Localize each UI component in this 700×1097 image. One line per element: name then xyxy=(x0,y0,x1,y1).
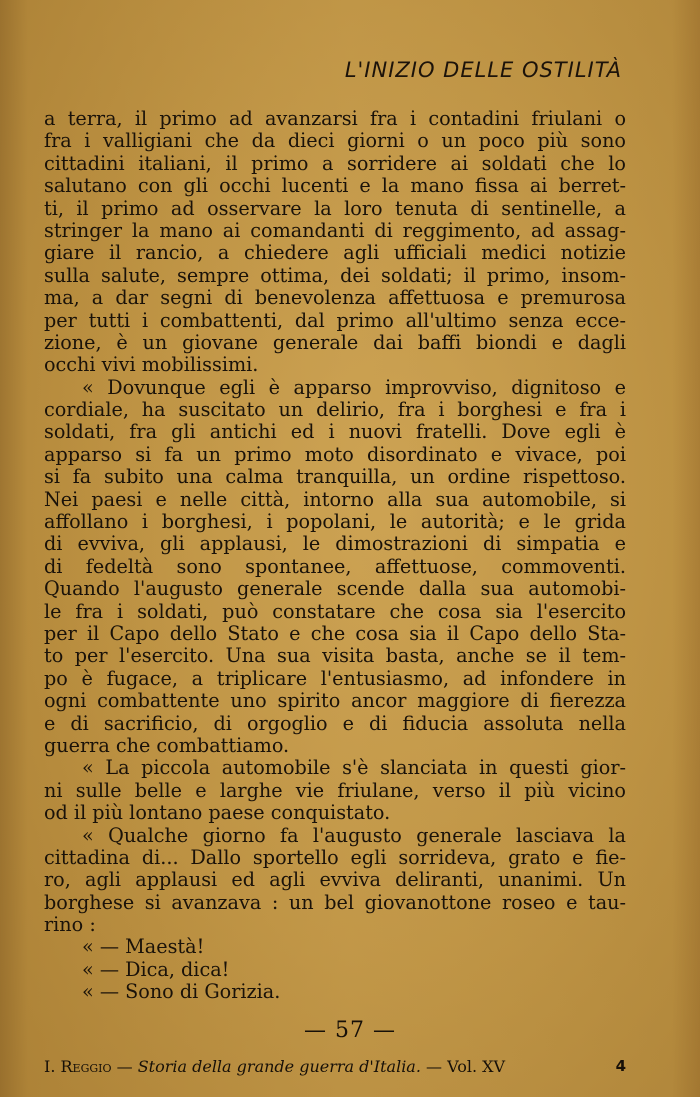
text-line: ni sulle belle e larghe vie friulane, verso il più vicino xyxy=(44,778,626,802)
text-line: po è fugace, a triplicare l'entusiasmo, ad infondere in xyxy=(44,666,626,690)
text-line: giare il rancio, a chiedere agli ufficiali medici notizie xyxy=(44,241,626,265)
running-head: L'INIZIO DELLE OSTILITÀ xyxy=(344,58,622,82)
text-line: « — Dica, dica! xyxy=(82,957,230,981)
text-line: di fedeltà sono spontanee, affettuose, commoventi. xyxy=(44,554,626,578)
text-line: cordiale, ha suscitato un delirio, fra i borghesi e fra i xyxy=(44,398,626,422)
text-line: fra i valligiani che da dieci giorni o un poco più sono xyxy=(44,129,626,153)
text-line: a terra, il primo ad avanzarsi fra i contadini friulani o xyxy=(44,107,626,130)
text-line: occhi vivi mobilissimi. xyxy=(44,353,259,377)
text-line: Nei paesi e nelle città, intorno alla sua automobile, si xyxy=(44,487,626,511)
text-line: « La piccola automobile s'è slanciata in questi gior- xyxy=(82,756,626,780)
text-line: cittadini italiani, il primo a sorridere ai soldati che lo xyxy=(44,151,626,175)
text-line: guerra che combattiamo. xyxy=(44,733,290,757)
text-line: ogni combattente uno spirito ancor maggiore di fierezza xyxy=(44,689,626,713)
text-line: si fa subito una calma tranquilla, un ordine rispettoso. xyxy=(44,465,626,489)
footer-book-title: Storia della grande guerra d'Italia. xyxy=(137,1057,421,1076)
text-line: per tutti i combattenti, dal primo all'ultimo senza ecce- xyxy=(44,308,626,332)
text-line: « Qualche giorno fa l'augusto generale lasciava la xyxy=(82,823,626,847)
text-line: « Dovunque egli è apparso improvviso, dignitoso e xyxy=(82,375,626,399)
signature-mark: 4 xyxy=(615,1057,626,1075)
text-line: sulla salute, sempre ottima, dei soldati; il primo, insom- xyxy=(44,263,626,287)
text-line: apparso si fa un primo moto disordinato e vivace, poi xyxy=(44,442,626,466)
text-line: e di sacrificio, di orgoglio e di fiducia assoluta nella xyxy=(44,711,626,735)
footer-dash: — xyxy=(420,1057,448,1076)
text-line: cittadina di... Dallo sportello egli sorrideva, grato e fie- xyxy=(44,845,626,869)
page-number: — 57 — xyxy=(304,1018,396,1043)
text-line: soldati, fra gli antichi ed i nuovi fratelli. Dove egli è xyxy=(44,420,626,444)
text-line: affollano i borghesi, i popolani, le autorità; e le grida xyxy=(44,510,626,534)
text-line: « — Maestà! xyxy=(82,935,205,959)
text-line: per il Capo dello Stato e che cosa sia il Capo dello Sta- xyxy=(44,621,626,645)
text-line: di evviva, gli applausi, le dimostrazioni di simpatia e xyxy=(44,532,626,556)
text-line: ma, a dar segni di benevolenza affettuosa e premurosa xyxy=(44,286,626,310)
footer xyxy=(44,1057,626,1076)
text-line: Quando l'augusto generale scende dalla sua automobi- xyxy=(44,577,626,601)
text-line: zione, è un giovane generale dai baffi biondi e dagli xyxy=(44,330,626,354)
text-line: to per l'esercito. Una sua visita basta, anche se il tem- xyxy=(44,644,626,668)
text-line: borghese si avanzava : un bel giovanottone roseo e tau- xyxy=(44,890,626,914)
text-line: salutano con gli occhi lucenti e la mano fissa ai berret- xyxy=(44,174,626,198)
text-line: le fra i soldati, può constatare che cosa sia l'esercito xyxy=(44,599,626,623)
footer-author-surname: Reggio xyxy=(60,1057,112,1076)
footer-citation xyxy=(44,1057,505,1076)
text-line: « — Sono di Gorizia. xyxy=(82,980,281,1004)
text-line: rino : xyxy=(44,913,96,937)
body-text xyxy=(44,108,626,1004)
text-line: ti, il primo ad osservare la loro tenuta di sentinelle, a xyxy=(44,196,626,220)
text-line: ro, agli applausi ed agli evviva deliranti, unanimi. Un xyxy=(44,868,626,892)
footer-author-initial: I. xyxy=(44,1057,61,1076)
text-line: stringer la mano ai comandanti di reggimento, ad assag- xyxy=(44,218,626,242)
text-line: od il più lontano paese conquistato. xyxy=(44,801,391,825)
footer-volume: Vol. XV xyxy=(447,1057,506,1076)
footer-dash: — xyxy=(111,1057,138,1076)
